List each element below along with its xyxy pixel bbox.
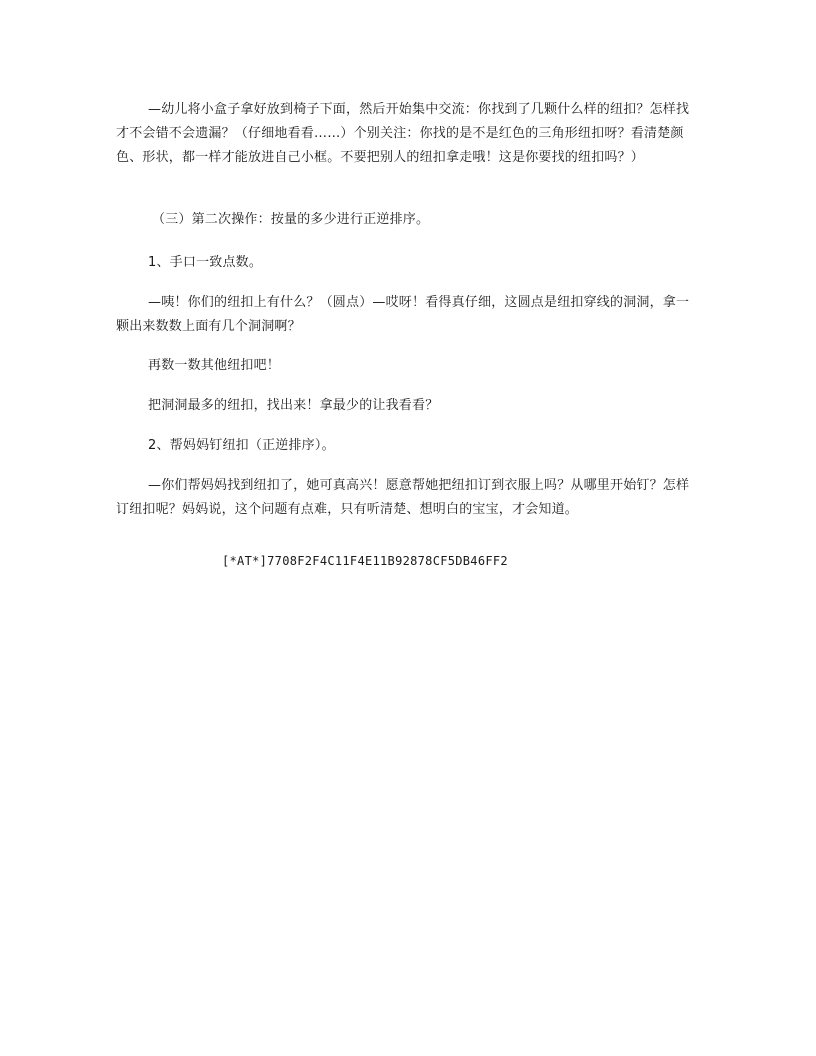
paragraph-exchange: —幼儿将小盒子拿好放到椅子下面，然后开始集中交流：你找到了几颗什么样的纽扣？怎样找才不会错不会遗漏？（仔细地看看……）个别关注：你找的是不是红色的三角形纽扣呀？看清楚颜色、形状，都一样才能放进自己小框。不要把别人的纽扣拿走哦！这是你要找的纽扣吗？） bbox=[116, 102, 690, 165]
paragraph-dots-question: —咦！你们的纽扣上有什么？（圆点）—哎呀！看得真仔细，这圆点是纽扣穿线的洞洞，拿一颗出来数数上面有几个洞洞啊？ bbox=[116, 295, 690, 334]
paragraph-count-others: 再数一数其他纽扣吧！ bbox=[148, 358, 281, 373]
paragraph-sew-buttons: —你们帮妈妈找到纽扣了，她可真高兴！愿意帮她把纽扣订到衣服上吗？从哪里开始钉？怎样订纽扣呢？妈妈说，这个问题有点难，只有听清楚、想明白的宝宝，才会知道。 bbox=[116, 478, 690, 517]
paragraph-step-one: 1、手口一致点数。 bbox=[148, 255, 263, 270]
paragraph-most-least: 把洞洞最多的纽扣，找出来！拿最少的让我看看？ bbox=[148, 398, 439, 413]
document-code: [*AT*]7708F2F4C11F4E11B92878CF5DB46FF2 bbox=[222, 554, 508, 568]
paragraph-section-three: （三）第二次操作：按量的多少进行正逆排序。 bbox=[152, 212, 430, 227]
paragraph-step-two: 2、帮妈妈钉纽扣（正逆排序）。 bbox=[148, 438, 335, 453]
